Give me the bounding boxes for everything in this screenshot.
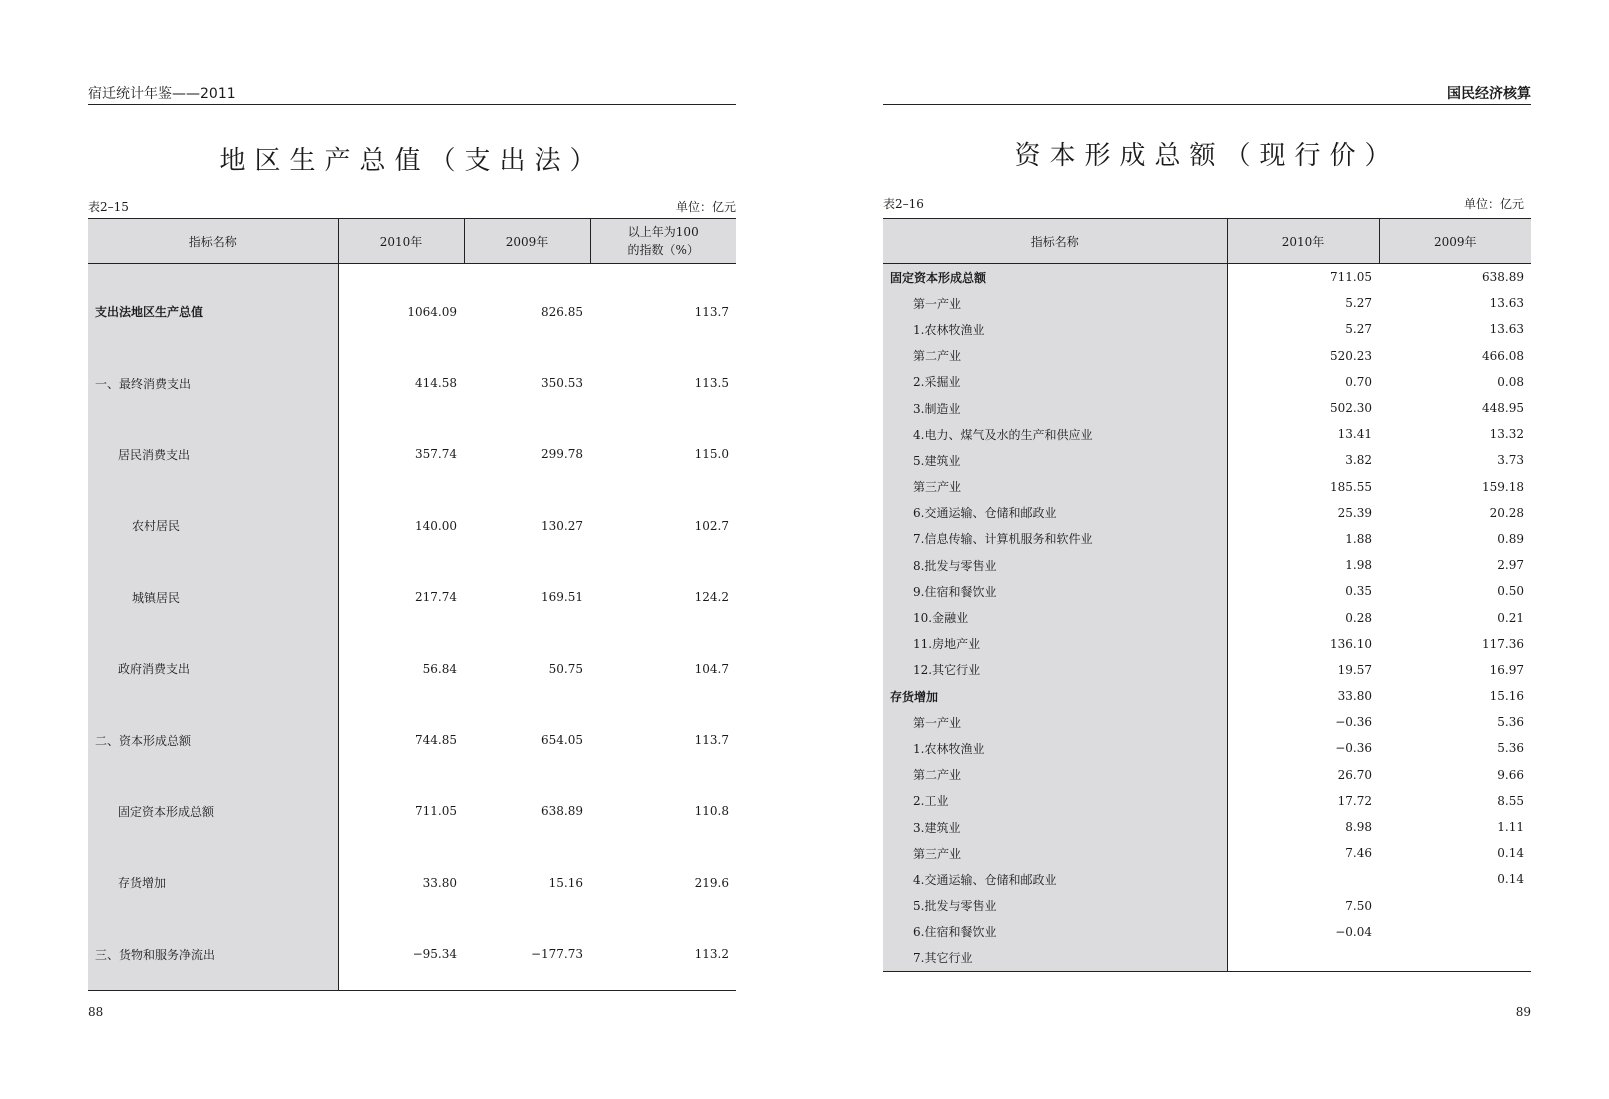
cell-v2009: 0.14 [1497, 846, 1524, 861]
left-running-header: 宿迁统计年鉴——2011 [88, 84, 736, 105]
cell-v2009: 5.36 [1497, 741, 1524, 756]
table-row [883, 316, 1531, 342]
row-label: 4.电力、煤气及水的生产和供应业 [883, 421, 1227, 447]
column-header-name: 指标名称 [883, 219, 1227, 264]
cell-index: 115.0 [694, 447, 729, 462]
row-label: 第三产业 [883, 840, 1227, 866]
cell-v2010: 1.88 [1345, 531, 1372, 546]
row-label: 第三产业 [883, 474, 1227, 500]
cell-v2010: 217.74 [415, 590, 457, 605]
capital-formation-table [883, 218, 1531, 972]
cell-v2009: 826.85 [541, 304, 583, 319]
cell-v2010: 414.58 [415, 376, 457, 391]
cell-v2009: 0.08 [1497, 374, 1524, 389]
right-running-header: 国民经济核算 [883, 84, 1531, 105]
cell-v2010: 0.70 [1345, 374, 1372, 389]
row-label: 存货增加 [88, 847, 338, 918]
cell-v2009: 13.63 [1489, 322, 1524, 337]
row-label: 三、货物和服务净流出 [88, 919, 338, 991]
row-label: 5.建筑业 [883, 447, 1227, 473]
row-label: 3.制造业 [883, 395, 1227, 421]
cell-v2010: −0.36 [1335, 715, 1372, 730]
row-label: 居民消费支出 [88, 419, 338, 490]
row-label: 第二产业 [883, 762, 1227, 788]
row-label: 第一产业 [883, 709, 1227, 735]
cell-v2009: 8.55 [1497, 793, 1524, 808]
cell-v2009: 448.95 [1482, 401, 1524, 416]
gdp-expenditure-table [88, 218, 736, 991]
cell-v2009: 3.73 [1497, 453, 1524, 468]
column-header-index: 以上年为100 的指数（%） [590, 219, 736, 264]
row-label: 固定资本形成总额 [88, 776, 338, 847]
cell-v2009: 638.89 [1482, 270, 1524, 285]
cell-v2009: 15.16 [1489, 689, 1524, 704]
row-label: 12.其它行业 [883, 657, 1227, 683]
cell-index: 124.2 [694, 590, 729, 605]
table-row [883, 788, 1531, 814]
cell-v2010: 520.23 [1330, 348, 1372, 363]
cell-index: 102.7 [694, 518, 729, 533]
cell-v2010: 711.05 [415, 804, 457, 819]
cell-v2009: 0.89 [1497, 531, 1524, 546]
cell-v2009: 5.36 [1497, 715, 1524, 730]
table-row [883, 552, 1531, 578]
row-label: 一、最终消费支出 [88, 347, 338, 418]
cell-index: 113.7 [694, 304, 729, 319]
table-row [88, 847, 736, 918]
cell-v2010: 140.00 [415, 518, 457, 533]
cell-v2010: 1.98 [1345, 558, 1372, 573]
table-row [883, 866, 1531, 892]
column-header-2009: 2009年 [464, 219, 590, 264]
cell-v2010: 25.39 [1337, 505, 1372, 520]
column-header-2010: 2010年 [338, 219, 464, 264]
cell-v2010: 5.27 [1345, 322, 1372, 337]
row-label: 10.金融业 [883, 604, 1227, 630]
row-label: 2.采掘业 [883, 369, 1227, 395]
cell-v2009: 1.11 [1497, 820, 1524, 835]
table-row [88, 419, 736, 490]
row-label: 1.农林牧渔业 [883, 316, 1227, 342]
table-row [88, 562, 736, 633]
cell-v2010: 5.27 [1345, 296, 1372, 311]
cell-index: 113.7 [694, 733, 729, 748]
cell-v2009: 169.51 [541, 590, 583, 605]
table-row [883, 840, 1531, 866]
row-label: 7.其它行业 [883, 945, 1227, 972]
table-row [883, 578, 1531, 604]
table-row [88, 490, 736, 561]
cell-index: 110.8 [694, 804, 729, 819]
cell-v2010: 19.57 [1337, 662, 1372, 677]
table-row [883, 683, 1531, 709]
row-label: 支出法地区生产总值 [88, 264, 338, 348]
table-row [88, 347, 736, 418]
cell-v2009 [1379, 919, 1531, 945]
right-table-number: 表2–16 [883, 197, 924, 211]
cell-index: 104.7 [694, 661, 729, 676]
table-row [883, 395, 1531, 421]
row-label: 3.建筑业 [883, 814, 1227, 840]
cell-v2010: 3.82 [1345, 453, 1372, 468]
cell-v2010: 56.84 [422, 661, 457, 676]
cell-v2010: 744.85 [415, 733, 457, 748]
row-label: 7.信息传输、计算机服务和软件业 [883, 526, 1227, 552]
table-row [883, 657, 1531, 683]
cell-v2009: −177.73 [464, 919, 590, 991]
column-header-name: 指标名称 [88, 219, 338, 264]
table-row [88, 633, 736, 704]
cell-v2009: 0.50 [1497, 584, 1524, 599]
cell-index: 113.2 [590, 919, 736, 991]
row-label: 2.工业 [883, 788, 1227, 814]
cell-v2010 [1227, 945, 1379, 972]
left-page-title: 地区生产总值（支出法） [219, 146, 605, 176]
cell-v2009: 299.78 [541, 447, 583, 462]
cell-index: 219.6 [694, 875, 729, 890]
table-row [883, 343, 1531, 369]
table-row [883, 762, 1531, 788]
table-row [883, 369, 1531, 395]
cell-v2010: 0.35 [1345, 584, 1372, 599]
right-unit-label: 单位：亿元 [1463, 197, 1524, 211]
cell-v2009: 0.21 [1497, 610, 1524, 625]
row-label: 政府消费支出 [88, 633, 338, 704]
cell-v2009: 0.14 [1497, 872, 1524, 887]
table-row [883, 526, 1531, 552]
table-row [883, 447, 1531, 473]
cell-v2009: 50.75 [548, 661, 583, 676]
row-label: 固定资本形成总额 [883, 264, 1227, 291]
row-label: 第一产业 [883, 290, 1227, 316]
cell-v2010: 17.72 [1337, 793, 1372, 808]
cell-v2009 [1379, 945, 1531, 972]
cell-v2010: 0.28 [1345, 610, 1372, 625]
cell-v2010: −0.36 [1335, 741, 1372, 756]
cell-v2010: 7.50 [1345, 898, 1372, 913]
cell-v2009: 638.89 [541, 804, 583, 819]
table-row [883, 604, 1531, 630]
row-label: 存货增加 [883, 683, 1227, 709]
left-page-number: 88 [88, 1005, 104, 1019]
table-row [883, 264, 1531, 291]
cell-v2009 [1379, 893, 1531, 919]
table-row [88, 264, 736, 348]
cell-v2010: 33.80 [422, 875, 457, 890]
row-label: 9.住宿和餐饮业 [883, 578, 1227, 604]
cell-v2010: 711.05 [1330, 270, 1372, 285]
table-row [88, 919, 736, 991]
row-label: 1.农林牧渔业 [883, 735, 1227, 761]
cell-v2009: 9.66 [1497, 767, 1524, 782]
cell-v2009: 130.27 [541, 518, 583, 533]
row-label: 6.交通运输、仓储和邮政业 [883, 500, 1227, 526]
table-row [883, 709, 1531, 735]
cell-v2010: 33.80 [1337, 689, 1372, 704]
row-label: 城镇居民 [88, 562, 338, 633]
cell-v2009: 2.97 [1497, 558, 1524, 573]
cell-v2010: 7.46 [1345, 846, 1372, 861]
right-page-number: 89 [1515, 1005, 1531, 1019]
cell-v2010: 357.74 [415, 447, 457, 462]
cell-v2009: 13.32 [1489, 427, 1524, 442]
cell-v2009: 117.36 [1482, 636, 1524, 651]
cell-v2009: 13.63 [1489, 296, 1524, 311]
table-row [883, 500, 1531, 526]
table-row [883, 945, 1531, 972]
table-row [883, 474, 1531, 500]
cell-v2010: 13.41 [1337, 427, 1372, 442]
left-table-number: 表2–15 [88, 200, 129, 214]
table-row [883, 631, 1531, 657]
row-label: 4.交通运输、仓储和邮政业 [883, 866, 1227, 892]
cell-v2010: 26.70 [1337, 767, 1372, 782]
row-label: 8.批发与零售业 [883, 552, 1227, 578]
cell-v2010: −0.04 [1335, 924, 1372, 939]
cell-v2009: 466.08 [1482, 348, 1524, 363]
cell-v2009: 20.28 [1489, 505, 1524, 520]
cell-v2010: −95.34 [338, 919, 464, 991]
row-label: 农村居民 [88, 490, 338, 561]
table-row [88, 704, 736, 775]
cell-v2009: 654.05 [541, 733, 583, 748]
cell-v2009: 350.53 [541, 376, 583, 391]
row-label: 第二产业 [883, 343, 1227, 369]
cell-v2009: 16.97 [1489, 662, 1524, 677]
cell-v2009: 159.18 [1482, 479, 1524, 494]
row-label: 6.住宿和餐饮业 [883, 919, 1227, 945]
table-row [88, 776, 736, 847]
right-page-title: 资本形成总额（现行价） [1014, 141, 1400, 171]
left-unit-label: 单位：亿元 [675, 200, 736, 214]
table-row [883, 735, 1531, 761]
cell-v2010: 8.98 [1345, 820, 1372, 835]
row-label: 5.批发与零售业 [883, 893, 1227, 919]
column-header-2010: 2010年 [1227, 219, 1379, 264]
column-header-2009: 2009年 [1379, 219, 1531, 264]
row-label: 二、资本形成总额 [88, 704, 338, 775]
cell-v2010: 1064.09 [407, 304, 457, 319]
table-row [883, 919, 1531, 945]
cell-v2009: 15.16 [548, 875, 583, 890]
table-row [883, 814, 1531, 840]
cell-v2010: 136.10 [1330, 636, 1372, 651]
cell-v2010: 185.55 [1330, 479, 1372, 494]
cell-v2010: 502.30 [1330, 401, 1372, 416]
cell-index: 113.5 [694, 376, 729, 391]
table-row [883, 290, 1531, 316]
table-row [883, 893, 1531, 919]
row-label: 11.房地产业 [883, 631, 1227, 657]
table-row [883, 421, 1531, 447]
cell-v2010 [1227, 866, 1379, 892]
